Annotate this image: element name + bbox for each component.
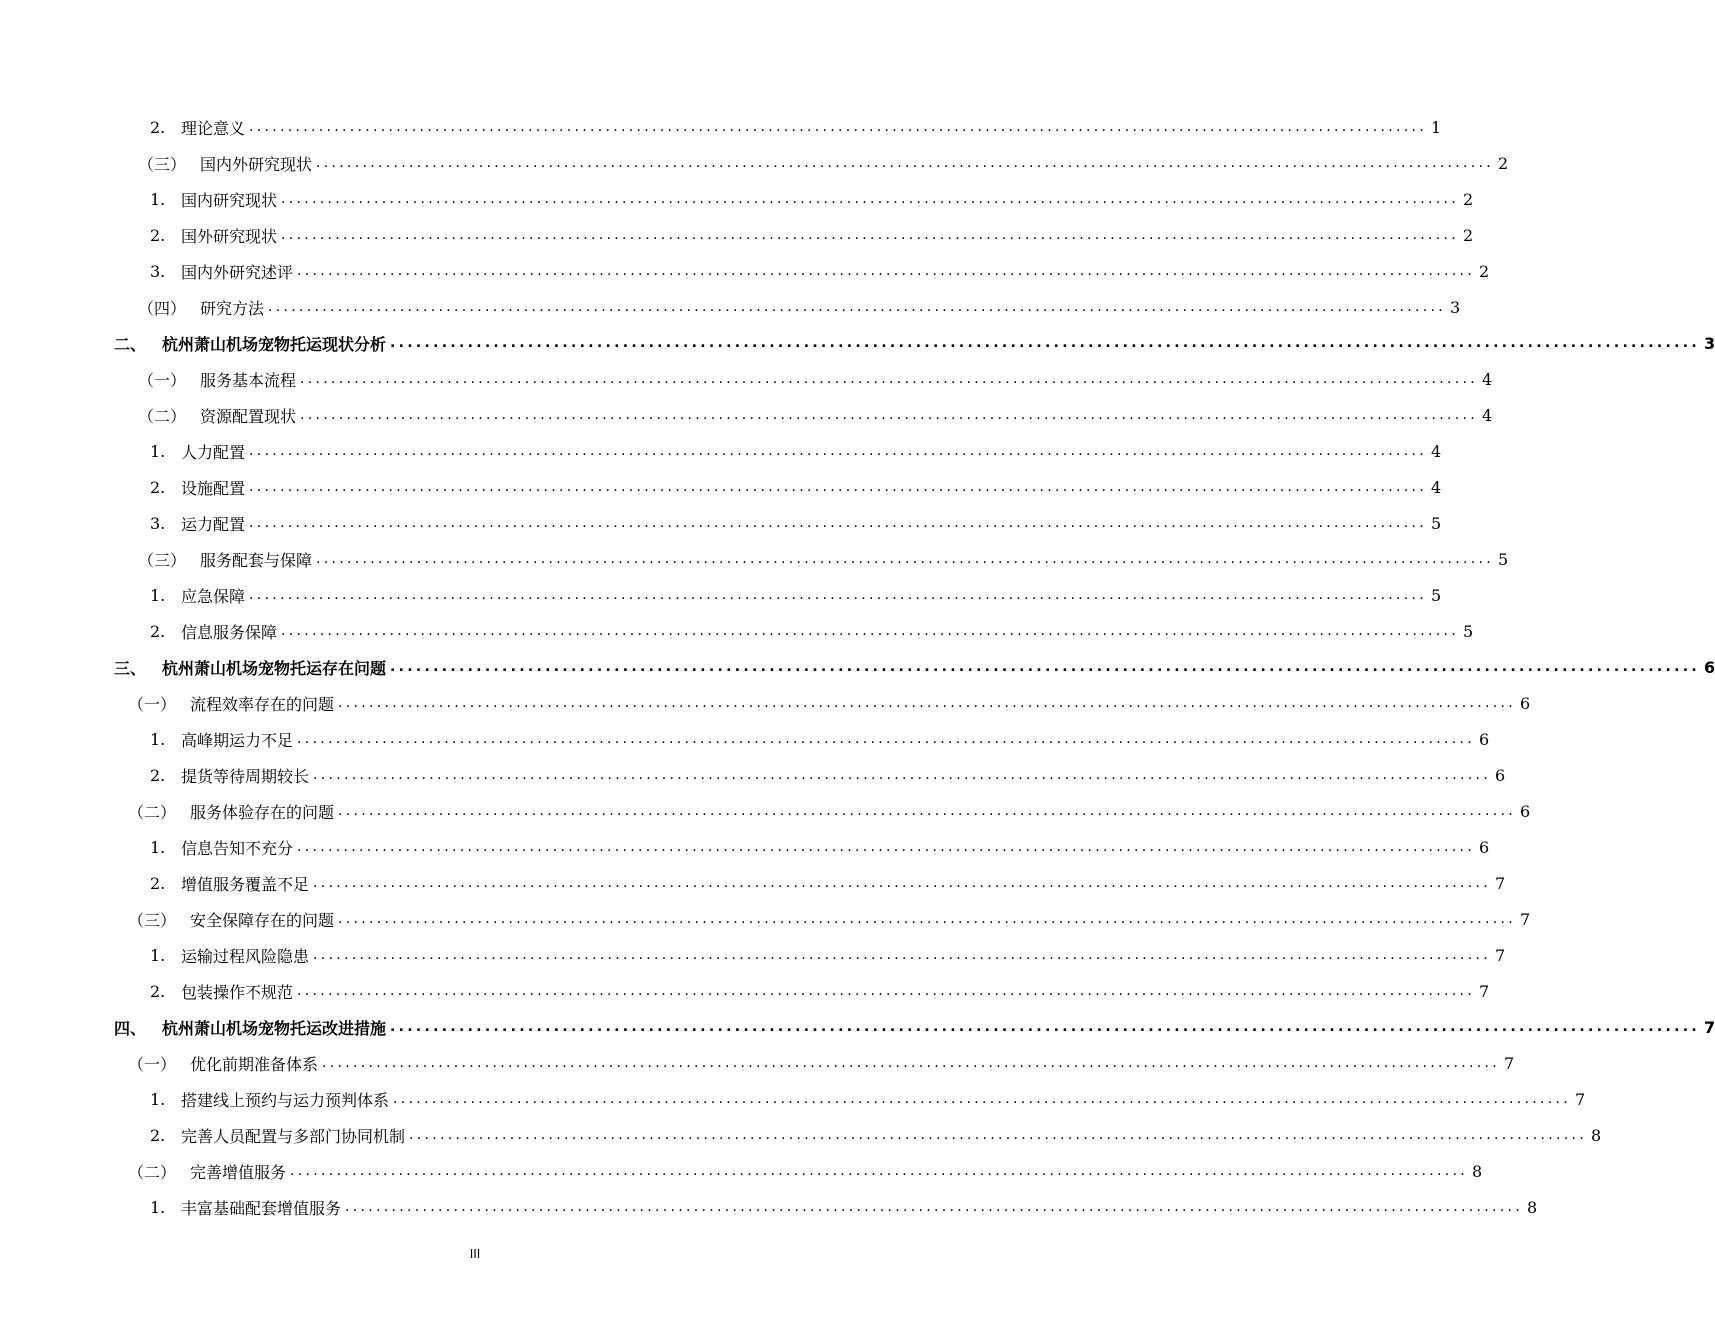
toc-number: 1. xyxy=(150,837,166,857)
toc-entry[interactable] xyxy=(128,686,1531,720)
dot-leader: ........................................................................................................................................................ xyxy=(281,623,1460,639)
dot-leader: ........................................................................................................................................................ xyxy=(345,1199,1524,1215)
toc-page-number: 7 xyxy=(1520,909,1531,929)
toc-title: 研究方法 xyxy=(200,298,265,318)
toc-number: 三、 xyxy=(114,658,147,678)
dot-leader: ........................................................................................................................................................ xyxy=(281,191,1460,207)
toc-page-number: 7 xyxy=(1504,1053,1515,1073)
toc-entry[interactable] xyxy=(150,470,1442,504)
toc-page-number: 8 xyxy=(1591,1125,1602,1145)
toc-title: 服务配套与保障 xyxy=(200,550,313,570)
toc-entry[interactable] xyxy=(150,1082,1586,1116)
toc-number: 1. xyxy=(150,441,166,461)
toc-entry[interactable] xyxy=(150,506,1442,540)
toc-number: 1. xyxy=(150,945,166,965)
toc-number: （一） xyxy=(138,370,187,390)
toc-entry[interactable] xyxy=(150,974,1490,1008)
toc-entry[interactable] xyxy=(150,614,1474,648)
toc-page-number: 5 xyxy=(1431,585,1442,605)
dot-leader: ........................................................................................................................................................ xyxy=(297,263,1476,279)
toc-title: 增值服务覆盖不足 xyxy=(181,874,310,894)
toc-page-number: 7 xyxy=(1495,873,1506,893)
toc-title: 信息告知不充分 xyxy=(181,838,294,858)
toc-entry[interactable] xyxy=(150,254,1490,288)
toc-number: 2. xyxy=(150,873,166,893)
toc-entry[interactable] xyxy=(150,1190,1538,1224)
toc-entry[interactable] xyxy=(128,902,1531,936)
dot-leader: ........................................................................................................................................................ xyxy=(249,515,1428,531)
toc-number: 2. xyxy=(150,765,166,785)
toc-title: 国内外研究现状 xyxy=(200,154,313,174)
toc-title: 杭州萧山机场宠物托运现状分析 xyxy=(162,334,387,354)
toc-title: 安全保障存在的问题 xyxy=(190,910,335,930)
toc-number: 二、 xyxy=(114,334,147,354)
toc-page-number: 6 xyxy=(1520,801,1531,821)
toc-number: 四、 xyxy=(114,1018,147,1038)
toc-entry[interactable] xyxy=(114,326,1715,360)
toc-title: 理论意义 xyxy=(181,118,246,138)
toc-page-number: 4 xyxy=(1431,477,1442,497)
dot-leader: ........................................................................................................................................................ xyxy=(390,335,1701,351)
dot-leader: ........................................................................................................................................................ xyxy=(300,407,1479,423)
toc-entry[interactable] xyxy=(138,542,1509,576)
toc-number: （一） xyxy=(128,1054,177,1074)
toc-title: 应急保障 xyxy=(181,586,246,606)
toc-entry[interactable] xyxy=(150,578,1442,612)
toc-number: 1. xyxy=(150,1089,166,1109)
toc-number: （三） xyxy=(138,550,187,570)
dot-leader: ........................................................................................................................................................ xyxy=(297,839,1476,855)
dot-leader: ........................................................................................................................................................ xyxy=(390,659,1701,675)
toc-entry[interactable] xyxy=(128,1154,1483,1188)
toc-title: 优化前期准备体系 xyxy=(190,1054,319,1074)
toc-entry[interactable] xyxy=(114,1010,1715,1044)
toc-title: 国内外研究述评 xyxy=(181,262,294,282)
toc-page-number: 3 xyxy=(1450,297,1461,317)
dot-leader: ........................................................................................................................................................ xyxy=(297,731,1476,747)
dot-leader: ........................................................................................................................................................ xyxy=(409,1127,1588,1143)
toc-page-number: 6 xyxy=(1704,657,1715,677)
dot-leader: ........................................................................................................................................................ xyxy=(322,1055,1501,1071)
toc-entry[interactable] xyxy=(150,758,1506,792)
toc-number: 2. xyxy=(150,1125,166,1145)
dot-leader: ........................................................................................................................................................ xyxy=(249,479,1428,495)
toc-entry[interactable] xyxy=(138,362,1493,396)
dot-leader: ........................................................................................................................................................ xyxy=(313,875,1492,891)
toc-number: 3. xyxy=(150,513,166,533)
toc-entry[interactable] xyxy=(128,794,1531,828)
toc-page-number: 2 xyxy=(1463,189,1474,209)
toc-title: 流程效率存在的问题 xyxy=(190,694,335,714)
toc-title: 提货等待周期较长 xyxy=(181,766,310,786)
toc-number: 2. xyxy=(150,477,166,497)
dot-leader: ........................................................................................................................................................ xyxy=(338,695,1517,711)
toc-title: 国内研究现状 xyxy=(181,190,278,210)
dot-leader: ........................................................................................................................................................ xyxy=(268,299,1447,315)
toc-page-number: 1 xyxy=(1431,117,1442,137)
toc-page-number: 7 xyxy=(1575,1089,1586,1109)
toc-number: 1. xyxy=(150,1197,166,1217)
toc-entry[interactable] xyxy=(138,146,1509,180)
toc-page-number: 5 xyxy=(1463,621,1474,641)
dot-leader: ........................................................................................................................................................ xyxy=(249,119,1428,135)
toc-page-number: 2 xyxy=(1463,225,1474,245)
toc-number: 1. xyxy=(150,189,166,209)
toc-entry[interactable] xyxy=(150,830,1490,864)
dot-leader: ........................................................................................................................................................ xyxy=(249,443,1428,459)
dot-leader: ........................................................................................................................................................ xyxy=(390,1019,1701,1035)
toc-number: 3. xyxy=(150,261,166,281)
dot-leader: ........................................................................................................................................................ xyxy=(313,947,1492,963)
toc-title: 杭州萧山机场宠物托运改进措施 xyxy=(162,1018,387,1038)
toc-number: （二） xyxy=(138,406,187,426)
toc-page-number: 7 xyxy=(1495,945,1506,965)
toc-title: 服务体验存在的问题 xyxy=(190,802,335,822)
toc-page-number: 2 xyxy=(1498,153,1509,173)
toc-entry[interactable] xyxy=(150,866,1506,900)
toc-page-number: 7 xyxy=(1704,1017,1715,1037)
dot-leader: ........................................................................................................................................................ xyxy=(281,227,1460,243)
toc-page-number: 8 xyxy=(1472,1161,1483,1181)
toc-title: 运输过程风险隐患 xyxy=(181,946,310,966)
toc-page-number: 4 xyxy=(1482,369,1493,389)
dot-leader: ........................................................................................................................................................ xyxy=(300,371,1479,387)
dot-leader: ........................................................................................................................................................ xyxy=(297,983,1476,999)
toc-number: 2. xyxy=(150,981,166,1001)
toc-page-number: 6 xyxy=(1495,765,1506,785)
toc-page-number: 6 xyxy=(1479,837,1490,857)
page-footer-number: III xyxy=(469,1247,481,1261)
toc-entry[interactable] xyxy=(138,290,1461,324)
toc-title: 搭建线上预约与运力预判体系 xyxy=(181,1090,390,1110)
toc-page-number: 8 xyxy=(1527,1197,1538,1217)
toc-page-number: 4 xyxy=(1431,441,1442,461)
toc-page-number: 4 xyxy=(1482,405,1493,425)
dot-leader: ........................................................................................................................................................ xyxy=(313,767,1492,783)
toc-entry[interactable] xyxy=(150,938,1506,972)
toc-title: 服务基本流程 xyxy=(200,370,297,390)
toc-title: 丰富基础配套增值服务 xyxy=(181,1198,342,1218)
toc-title: 完善增值服务 xyxy=(190,1162,287,1182)
toc-entry[interactable] xyxy=(150,434,1442,468)
toc-page-number: 2 xyxy=(1479,261,1490,281)
toc-number: 1. xyxy=(150,729,166,749)
toc-title: 国外研究现状 xyxy=(181,226,278,246)
toc-title: 运力配置 xyxy=(181,514,246,534)
toc-entry[interactable] xyxy=(150,110,1442,144)
toc-page-number: 7 xyxy=(1479,981,1490,1001)
toc-page-number: 5 xyxy=(1498,549,1509,569)
toc-title: 杭州萧山机场宠物托运存在问题 xyxy=(162,658,387,678)
dot-leader: ........................................................................................................................................................ xyxy=(338,911,1517,927)
dot-leader: ........................................................................................................................................................ xyxy=(249,587,1428,603)
toc-number: 2. xyxy=(150,117,166,137)
toc-title: 完善人员配置与多部门协同机制 xyxy=(181,1126,406,1146)
toc-entry[interactable] xyxy=(128,1046,1515,1080)
toc-page-number: 3 xyxy=(1704,333,1715,353)
dot-leader: ........................................................................................................................................................ xyxy=(393,1091,1572,1107)
toc-number: （三） xyxy=(138,154,187,174)
toc-entry[interactable] xyxy=(150,722,1490,756)
toc-entry[interactable] xyxy=(150,182,1474,216)
toc-entry[interactable] xyxy=(138,398,1493,432)
toc-title: 资源配置现状 xyxy=(200,406,297,426)
dot-leader: ........................................................................................................................................................ xyxy=(290,1163,1469,1179)
toc-number: （四） xyxy=(138,298,187,318)
toc-page-number: 5 xyxy=(1431,513,1442,533)
toc-number: 2. xyxy=(150,225,166,245)
toc-page-number: 6 xyxy=(1520,693,1531,713)
dot-leader: ........................................................................................................................................................ xyxy=(316,155,1495,171)
toc-title: 设施配置 xyxy=(181,478,246,498)
dot-leader: ........................................................................................................................................................ xyxy=(316,551,1495,567)
toc-title: 人力配置 xyxy=(181,442,246,462)
toc-entry[interactable] xyxy=(114,650,1715,684)
toc-title: 信息服务保障 xyxy=(181,622,278,642)
toc-number: （一） xyxy=(128,694,177,714)
toc-entry[interactable] xyxy=(150,218,1474,252)
toc-number: 2. xyxy=(150,621,166,641)
toc-title: 高峰期运力不足 xyxy=(181,730,294,750)
toc-number: 1. xyxy=(150,585,166,605)
toc-page-number: 6 xyxy=(1479,729,1490,749)
toc-number: （二） xyxy=(128,802,177,822)
toc-number: （二） xyxy=(128,1162,177,1182)
toc-number: （三） xyxy=(128,910,177,930)
toc-entry[interactable] xyxy=(150,1118,1602,1152)
dot-leader: ........................................................................................................................................................ xyxy=(338,803,1517,819)
toc-title: 包装操作不规范 xyxy=(181,982,294,1002)
